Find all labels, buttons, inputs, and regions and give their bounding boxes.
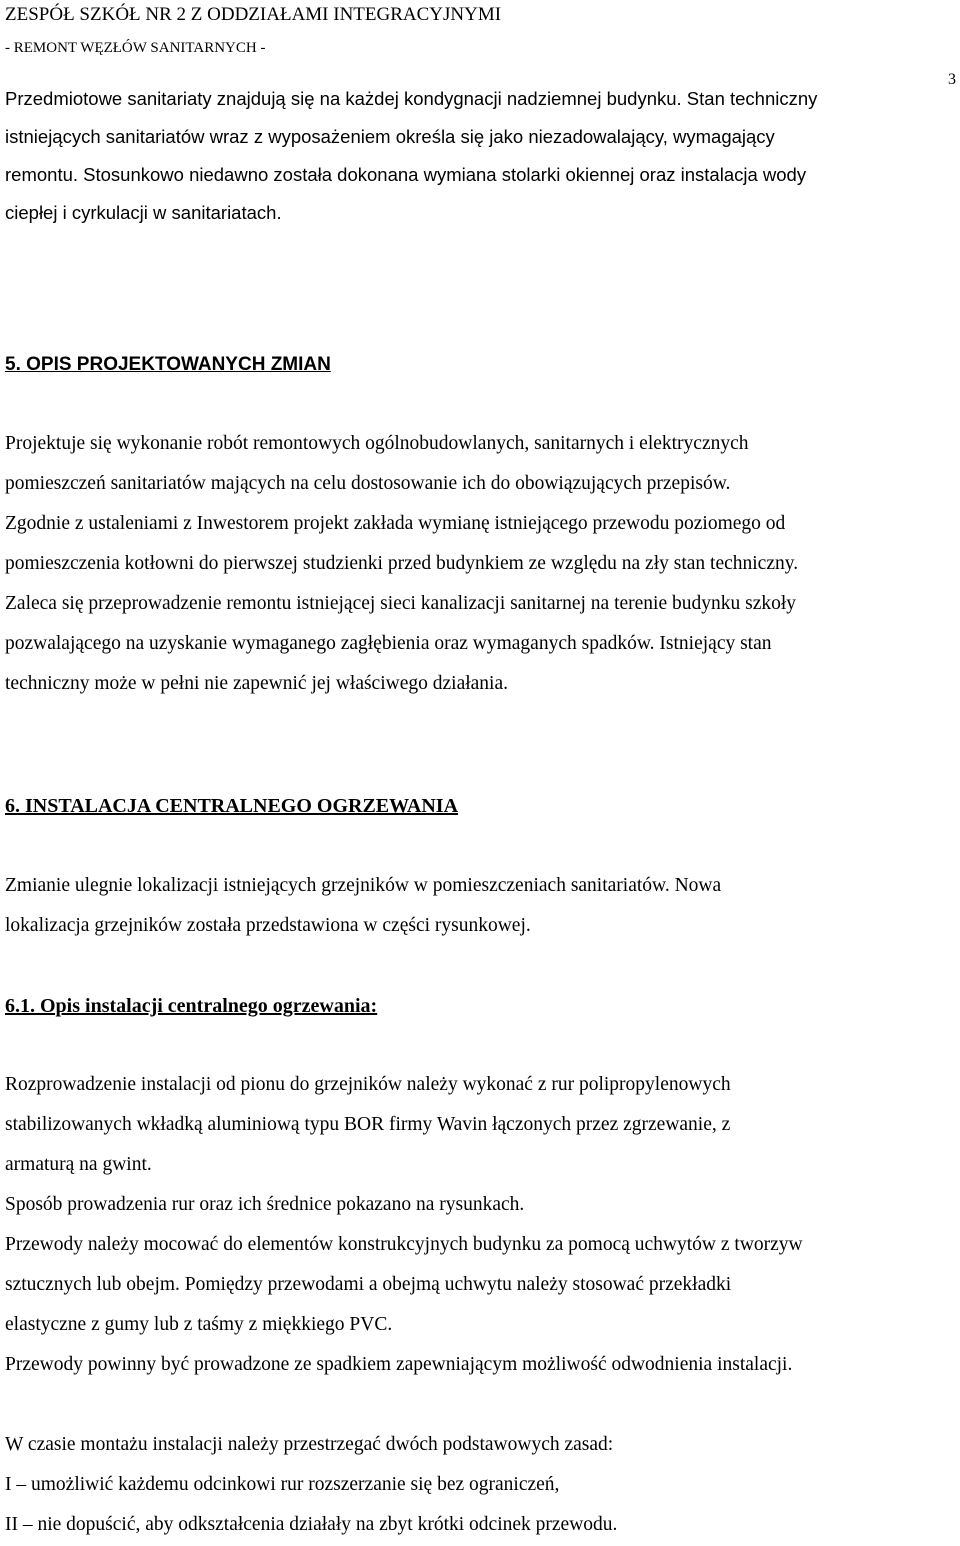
section-6-1-line: stabilizowanych wkładką aluminiową typu BOR firmy Wavin łączonych przez zgrzewanie, z xyxy=(5,1114,731,1135)
section-6-1-line: Przewody należy mocować do elementów konstrukcyjnych budynku za pomocą uchwytów z tworzyw xyxy=(5,1234,803,1255)
page-number: 3 xyxy=(948,71,956,88)
section-6-line: lokalizacja grzejników została przedstawiona w części rysunkowej. xyxy=(5,915,531,936)
section-5-line: pomieszczeń sanitariatów mających na celu dostosowanie ich do obowiązujących przepisów. xyxy=(5,473,731,494)
rules-intro: W czasie montażu instalacji należy przestrzegać dwóch podstawowych zasad: xyxy=(5,1434,614,1455)
section-6-1-heading: 6.1. Opis instalacji centralnego ogrzewania: xyxy=(5,995,378,1017)
section-6-heading: 6. INSTALACJA CENTRALNEGO OGRZEWANIA xyxy=(5,795,459,817)
section-5-heading: 5. OPIS PROJEKTOWANYCH ZMIAN xyxy=(5,354,331,375)
rule-item: II – nie dopuścić, aby odkształcenia działały na zbyt krótki odcinek przewodu. xyxy=(5,1514,618,1535)
section-6-1-line: armaturą na gwint. xyxy=(5,1154,152,1175)
section-6-1-line: Przewody powinny być prowadzone ze spadkiem zapewniającym możliwość odwodnienia instalacji. xyxy=(5,1354,793,1375)
section-5-line: pozwalającego na uzyskanie wymaganego zagłębienia oraz wymaganych spadków. Istniejący stan xyxy=(5,633,772,654)
section-5-line: Projektuje się wykonanie robót remontowych ogólnobudowlanych, sanitarnych i elektrycznych xyxy=(5,433,749,454)
intro-line: remontu. Stosunkowo niedawno została dokonana wymiana stolarki okiennej oraz instalacja wody xyxy=(5,164,807,185)
document-header-title: ZESPÓŁ SZKÓŁ NR 2 Z ODDZIAŁAMI INTEGRACYJNYMI xyxy=(5,4,502,25)
section-5-body xyxy=(5,424,798,704)
intro-line: istniejących sanitariatów wraz z wyposażeniem określa się jako niezadowalający, wymagający xyxy=(5,126,775,147)
section-5-line: Zgodnie z ustaleniami z Inwestorem projekt zakłada wymianę istniejącego przewodu poziomego od xyxy=(5,513,786,534)
document-header-subtitle: - REMONT WĘZŁÓW SANITARNYCH - xyxy=(5,40,266,56)
section-6-1-body xyxy=(5,1065,803,1385)
section-6-line: Zmianie ulegnie lokalizacji istniejących grzejników w pomieszczeniach sanitariatów. Nowa xyxy=(5,875,722,896)
intro-line: Przedmiotowe sanitariaty znajdują się na każdej kondygnacji nadziemnej budynku. Stan techniczny xyxy=(5,88,818,109)
section-6-1-line: Sposób prowadzenia rur oraz ich średnice pokazano na rysunkach. xyxy=(5,1194,525,1215)
section-5-line: pomieszczenia kotłowni do pierwszej studzienki przed budynkiem ze względu na zły stan techniczny. xyxy=(5,553,799,574)
rule-item: I – umożliwić każdemu odcinkowi rur rozszerzanie się bez ograniczeń, xyxy=(5,1474,560,1495)
installation-rules xyxy=(5,1425,617,1545)
section-5-line: techniczny może w pełni nie zapewnić jej właściwego działania. xyxy=(5,673,508,694)
section-6-1-line: sztucznych lub obejm. Pomiędzy przewodami a obejmą uchwytu należy stosować przekładki xyxy=(5,1274,732,1295)
section-6-1-line: elastyczne z gumy lub z taśmy z miękkiego PVC. xyxy=(5,1314,393,1335)
intro-line: ciepłej i cyrkulacji w sanitariatach. xyxy=(5,202,282,223)
intro-paragraph xyxy=(5,80,817,232)
section-6-body xyxy=(5,866,721,946)
section-5-line: Zaleca się przeprowadzenie remontu istniejącej sieci kanalizacji sanitarnej na terenie budynku szkoły xyxy=(5,593,797,614)
section-6-1-line: Rozprowadzenie instalacji od pionu do grzejników należy wykonać z rur polipropylenowych xyxy=(5,1074,731,1095)
